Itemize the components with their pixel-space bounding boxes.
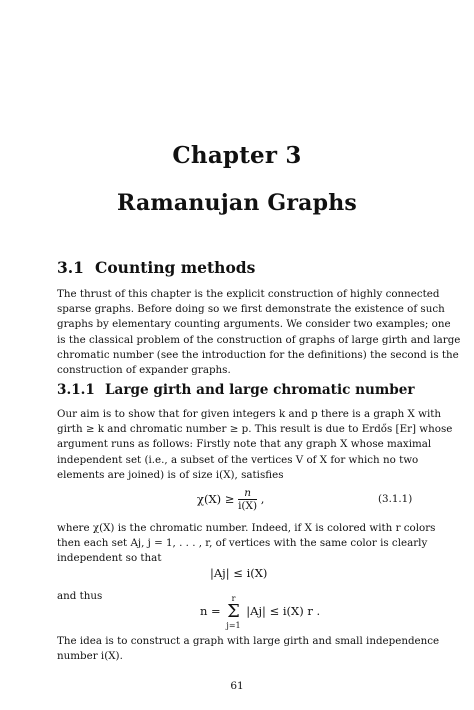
equation-3-1-1 (197, 487, 264, 513)
page-number: 61 (230, 680, 244, 692)
text-line: girth ≥ k and chromatic number ≥ p. This result is due to Erdős [Er] whose (57, 423, 453, 436)
text-line: then each set Aj, j = 1, . . . , r, of vertices with the same color is clearly (57, 537, 428, 550)
text-line: number i(X). (57, 650, 123, 663)
fraction-denominator: i(X) (238, 500, 258, 512)
equation-trail: , (260, 492, 265, 506)
chapter-title: Ramanujan Graphs (116, 190, 358, 216)
sum-lower-limit: j=1 (226, 621, 241, 630)
text-line: is the classical problem of the construction of graphs of large girth and large (57, 333, 461, 346)
text-line: Our aim is to show that for given integers k and p there is a graph X with (57, 408, 442, 420)
text-line: argument runs as follows: Firstly note that any graph X whose maximal (57, 438, 432, 451)
section-number: 3.1 (57, 258, 84, 277)
subsection-number: 3.1.1 (57, 382, 95, 398)
body-paragraph-2 (57, 521, 436, 567)
equation-fraction (238, 487, 257, 513)
text-line: independent set (i.e., a subset of the vertices V of X for which no two (57, 453, 419, 466)
equation-sum (200, 594, 320, 630)
text-line: The idea is to construct a graph with large girth and small independence (57, 635, 440, 647)
equation-lhs: χ(X) ≥ (197, 492, 235, 506)
section-title: Counting methods (95, 258, 256, 277)
body-paragraph-3 (57, 634, 440, 664)
text-line: sparse graphs. Before doing so we first demonstrate the existence of such (57, 303, 445, 316)
sigma-symbol: Σ (227, 601, 240, 622)
equation-label: (3.1.1) (378, 493, 413, 505)
text-line: chromatic number (see the introduction for the definitions) the second is the (57, 348, 459, 361)
summation (226, 594, 240, 630)
text-line: elements are joined) is of size i(X), satisfies (57, 468, 284, 481)
subsection-title: Large girth and large chromatic number (105, 382, 415, 398)
equation-independent-set: |Aj| ≤ i(X) (210, 566, 268, 580)
text-line: graphs by elementary counting arguments. We consider two examples; one (57, 318, 451, 331)
body-paragraph-1 (57, 407, 453, 483)
chapter-number: Chapter 3 (172, 142, 302, 169)
text-line: The thrust of this chapter is the explicit construction of highly connected (57, 288, 440, 300)
text-line: where χ(X) is the chromatic number. Indeed, if X is colored with r colors (57, 522, 436, 534)
text-line: and thus (57, 590, 103, 602)
intro-paragraph (57, 287, 461, 378)
subsection-heading (57, 382, 415, 398)
text-line: construction of expander graphs. (57, 364, 231, 377)
equation-rhs: |Aj| ≤ i(X) r . (246, 604, 321, 618)
section-heading (57, 258, 255, 277)
text-line: independent so that (57, 552, 162, 565)
equation-lhs: n = (200, 604, 221, 618)
sum-upper-limit: r (231, 594, 236, 603)
fraction-numerator: n (238, 487, 257, 500)
